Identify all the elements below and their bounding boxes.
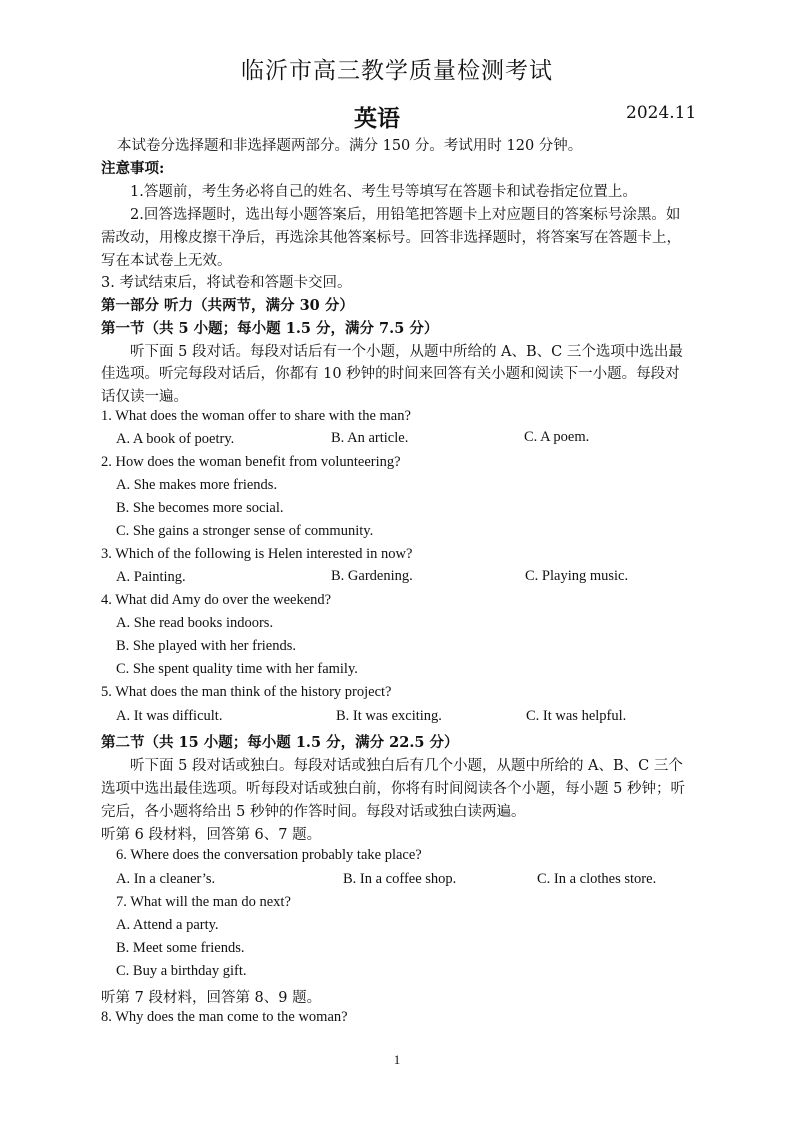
exam-title: 临沂市高三教学质量检测考试 [241,58,553,84]
notes-heading: 注意事项: [101,160,165,177]
question-6-option-a: A. In a cleaner’s. [116,871,216,887]
question-3-option-a: A. Painting. [116,569,186,585]
question-5-stem: 5. What does the man think of the history project? [101,684,392,700]
question-1-option-c: C. A poem. [524,429,590,445]
section1-instr-line-1: 听下面 5 段对话。每段对话后有一个小题，从题中所给的 A、B、C 三个选项中选出最 [130,344,683,360]
question-7-option-c: C. Buy a birthday gift. [116,963,247,979]
question-1-option-a: A. A book of poetry. [116,431,235,447]
question-7-stem: 7. What will the man do next? [116,894,291,910]
question-6-stem: 6. Where does the conversation probably take place? [116,847,422,863]
section1-heading: 第一节（共 5 小题；每小题 1.5 分，满分 7.5 分） [101,320,439,337]
page-number: 1 [393,1052,401,1067]
note-item-2-line-2: 需改动，用橡皮擦干净后，再选涂其他答案标号。回答非选择题时，将答案写在答题卡上， [101,230,681,246]
section2-heading: 第二节（共 15 小题；每小题 1.5 分，满分 22.5 分） [101,734,459,751]
question-4-option-c: C. She spent quality time with her family. [116,661,358,677]
material-7-note: 听第 7 段材料，回答第 8、9 题。 [101,990,322,1006]
intro-text: 本试卷分选择题和非选择题两部分。满分 150 分。考试用时 120 分钟。 [117,138,583,154]
subject-title: 英语 [354,105,400,132]
section1-instr-line-2: 佳选项。听完每段对话后，你都有 10 秒钟的时间来回答有关小题和阅读下一小题。每段对 [101,366,680,382]
question-5-option-c: C. It was helpful. [526,708,627,724]
question-4-option-a: A. She read books indoors. [116,615,274,631]
question-5-option-b: B. It was exciting. [336,708,442,724]
question-2-stem: 2. How does the woman benefit from volunteering? [101,454,401,470]
note-item-1: 1.答题前，考生务必将自己的姓名、考生号等填写在答题卡和试卷指定位置上。 [130,184,637,200]
question-7-option-a: A. Attend a party. [116,917,219,933]
section1-instr-line-3: 话仅读一遍。 [101,389,188,405]
question-1-stem: 1. What does the woman offer to share with the man? [101,408,411,424]
note-item-2-line-3: 写在本试卷上无效。 [101,253,232,269]
question-7-option-b: B. Meet some friends. [116,940,245,956]
note-item-3: 3. 考试结束后，将试卷和答题卡交回。 [101,275,352,291]
question-2-option-c: C. She gains a stronger sense of community. [116,523,374,539]
question-6-option-c: C. In a clothes store. [537,871,657,887]
note-item-2-line-1: 2.回答选择题时，选出每小题答案后，用铅笔把答题卡上对应题目的答案标号涂黑。如 [130,207,681,223]
question-3-option-c: C. Playing music. [525,568,629,584]
section2-instr-line-3: 完后，各小题将给出 5 秒钟的作答时间。每段对话或独白读两遍。 [101,804,526,820]
question-8-stem: 8. Why does the man come to the woman? [101,1009,348,1025]
question-3-stem: 3. Which of the following is Helen interested in now? [101,546,413,562]
part1-heading: 第一部分 听力（共两节，满分 30 分） [101,297,354,314]
section2-instr-line-2: 选项中选出最佳选项。听每段对话或独白前，你将有时间阅读各个小题，每小题 5 秒钟；听 [101,781,685,797]
question-4-stem: 4. What did Amy do over the weekend? [101,592,332,608]
material-6-note: 听第 6 段材料，回答第 6、7 题。 [101,827,322,843]
question-3-option-b: B. Gardening. [331,568,413,584]
section2-instr-line-1: 听下面 5 段对话或独白。每段对话或独白后有几个小题，从题中所给的 A、B、C 三个 [130,758,683,774]
question-2-option-a: A. She makes more friends. [116,477,278,493]
question-2-option-b: B. She becomes more social. [116,500,284,516]
question-5-option-a: A. It was difficult. [116,708,223,724]
exam-date: 2024.11 [626,103,697,123]
question-1-option-b: B. An article. [331,430,409,446]
question-4-option-b: B. She played with her friends. [116,638,297,654]
question-6-option-b: B. In a coffee shop. [343,871,457,887]
